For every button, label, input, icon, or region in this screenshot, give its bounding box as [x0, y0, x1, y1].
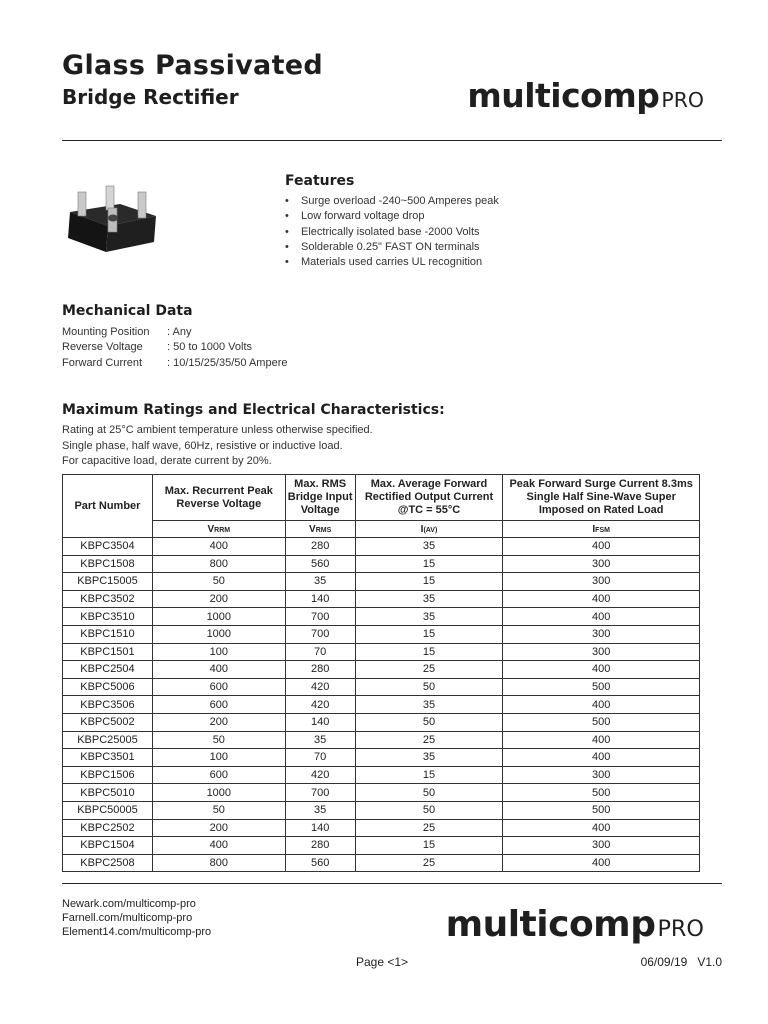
table-cell: 35 [355, 608, 503, 626]
symbol-vrrm: VRRM [152, 521, 285, 538]
table-cell: 1000 [152, 625, 285, 643]
symbol-ifsm: IFSM [503, 521, 700, 538]
table-cell: 35 [355, 749, 503, 767]
table-cell: 200 [152, 819, 285, 837]
table-cell: KBPC1501 [63, 643, 153, 661]
table-cell: 300 [503, 625, 700, 643]
table-cell: KBPC5006 [63, 678, 153, 696]
table-cell: 300 [503, 837, 700, 855]
table-cell: 400 [503, 731, 700, 749]
table-cell: 50 [355, 713, 503, 731]
footer-divider [62, 883, 722, 884]
table-cell: 400 [503, 854, 700, 872]
table-cell: 400 [503, 590, 700, 608]
table-cell: KBPC1506 [63, 766, 153, 784]
brand-suffix: PRO [661, 88, 704, 112]
mechanical-label: Reverse Voltage [62, 341, 143, 354]
page-number: Page <1> [356, 955, 409, 969]
table-row [63, 766, 700, 784]
table-row [63, 731, 700, 749]
table-cell: 15 [355, 555, 503, 573]
footer-link-newark[interactable]: Newark.com/multicomp-pro [62, 898, 196, 910]
table-cell: 420 [285, 766, 355, 784]
table-cell: 140 [285, 590, 355, 608]
feature-item: • Low forward voltage drop [285, 209, 499, 224]
column-header-part-number: Part Number [63, 475, 153, 538]
ratings-heading: Maximum Ratings and Electrical Characteristics: [62, 402, 445, 418]
table-cell: KBPC50005 [63, 801, 153, 819]
table-cell: 50 [355, 784, 503, 802]
brand-name: multicomp [445, 904, 656, 945]
feature-item: • Solderable 0.25" FAST ON terminals [285, 240, 499, 255]
table-cell: 600 [152, 766, 285, 784]
features-heading: Features [285, 173, 355, 189]
table-cell: KBPC1504 [63, 837, 153, 855]
symbol-iav: I(AV) [355, 521, 503, 538]
table-cell: 25 [355, 731, 503, 749]
bridge-rectifier-image [58, 178, 170, 258]
table-cell: 400 [503, 661, 700, 679]
brand-logo [467, 76, 704, 115]
column-header-surge: Peak Forward Surge Current 8.3ms Single Half Sine-Wave Super Imposed on Rated Load [503, 475, 700, 521]
document-title: Glass Passivated [62, 50, 324, 81]
table-cell: 500 [503, 678, 700, 696]
document-subtitle: Bridge Rectifier [62, 85, 239, 109]
ratings-body [63, 538, 700, 872]
table-cell: KBPC15005 [63, 573, 153, 591]
table-cell: 15 [355, 643, 503, 661]
table-cell: 300 [503, 643, 700, 661]
table-row [63, 590, 700, 608]
table-cell: KBPC1510 [63, 625, 153, 643]
mechanical-value: : 50 to 1000 Volts [167, 341, 253, 354]
table-cell: KBPC3504 [63, 538, 153, 556]
table-cell: 280 [285, 837, 355, 855]
feature-item: • Electrically isolated base -2000 Volts [285, 225, 499, 240]
column-header-average-forward: Max. Average Forward Rectified Output Current @TC = 55°C [355, 475, 503, 521]
table-cell: 200 [152, 590, 285, 608]
table-cell: 700 [285, 608, 355, 626]
table-cell: 100 [152, 643, 285, 661]
table-cell: KBPC5010 [63, 784, 153, 802]
mechanical-row [62, 325, 287, 340]
column-header-recurrent-peak: Max. Recurrent Peak Reverse Voltage [152, 475, 285, 521]
table-cell: 35 [285, 731, 355, 749]
table-cell: KBPC2504 [63, 661, 153, 679]
brand-logo-footer [446, 904, 704, 945]
table-cell: 800 [152, 854, 285, 872]
table-cell: 420 [285, 696, 355, 714]
table-cell: 15 [355, 625, 503, 643]
ratings-note: Single phase, half wave, 60Hz, resistive or inductive load. [62, 439, 343, 452]
table-cell: 15 [355, 837, 503, 855]
table-cell: KBPC2502 [63, 819, 153, 837]
feature-item: • Materials used carries UL recognition [285, 255, 499, 270]
table-cell: 140 [285, 819, 355, 837]
table-row [63, 819, 700, 837]
table-cell: KBPC5002 [63, 713, 153, 731]
table-cell: KBPC3502 [63, 590, 153, 608]
table-cell: 300 [503, 766, 700, 784]
ratings-note: Rating at 25°C ambient temperature unless otherwise specified. [62, 424, 373, 436]
table-cell: 400 [503, 696, 700, 714]
table-cell: KBPC3506 [63, 696, 153, 714]
table-cell: 50 [152, 731, 285, 749]
table-cell: 100 [152, 749, 285, 767]
brand-name: multicomp [467, 76, 660, 115]
table-cell: 25 [355, 661, 503, 679]
column-header-rms: Max. RMS Bridge Input Voltage [285, 475, 355, 521]
table-cell: KBPC1508 [63, 555, 153, 573]
table-row [63, 625, 700, 643]
table-cell: KBPC2508 [63, 854, 153, 872]
table-cell: 400 [503, 749, 700, 767]
table-cell: 50 [355, 801, 503, 819]
table-cell: 140 [285, 713, 355, 731]
table-row [63, 643, 700, 661]
table-cell: 25 [355, 854, 503, 872]
table-cell: 280 [285, 661, 355, 679]
table-cell: 800 [152, 555, 285, 573]
table-cell: KBPC25005 [63, 731, 153, 749]
table-cell: 400 [503, 819, 700, 837]
table-cell: 700 [285, 784, 355, 802]
table-cell: 35 [285, 573, 355, 591]
document-version: V1.0 [697, 955, 722, 969]
table-cell: 400 [152, 538, 285, 556]
table-cell: 200 [152, 713, 285, 731]
table-cell: 600 [152, 696, 285, 714]
table-cell: 400 [503, 538, 700, 556]
mechanical-label: Mounting Position [62, 326, 150, 338]
table-cell: 400 [503, 608, 700, 626]
table-cell: 280 [285, 538, 355, 556]
table-row [63, 784, 700, 802]
table-cell: 300 [503, 573, 700, 591]
ratings-table [62, 474, 700, 872]
table-cell: 1000 [152, 784, 285, 802]
table-cell: KBPC3501 [63, 749, 153, 767]
table-row [63, 713, 700, 731]
table-cell: KBPC3510 [63, 608, 153, 626]
table-cell: 35 [355, 590, 503, 608]
header-divider [62, 140, 722, 141]
footer-link-element14[interactable]: Element14.com/multicomp-pro [62, 926, 212, 938]
table-row [63, 661, 700, 679]
table-cell: 500 [503, 784, 700, 802]
table-row [63, 696, 700, 714]
mechanical-table [62, 325, 287, 371]
mechanical-heading: Mechanical Data [62, 303, 193, 319]
table-cell: 300 [503, 555, 700, 573]
mechanical-label: Forward Current [62, 356, 143, 369]
table-row [63, 854, 700, 872]
table-cell: 50 [355, 678, 503, 696]
ratings-notes [62, 423, 373, 470]
table-cell: 560 [285, 854, 355, 872]
table-cell: 500 [503, 801, 700, 819]
table-row [63, 801, 700, 819]
table-cell: 15 [355, 766, 503, 784]
table-row [63, 573, 700, 591]
table-cell: 420 [285, 678, 355, 696]
table-cell: 400 [152, 661, 285, 679]
table-cell: 70 [285, 643, 355, 661]
ratings-note: For capacitive load, derate current by 20%. [62, 455, 272, 467]
footer-link-farnell[interactable]: Farnell.com/multicomp-pro [62, 912, 193, 924]
table-cell: 50 [152, 573, 285, 591]
table-cell: 50 [152, 801, 285, 819]
document-date: 06/09/19 [640, 955, 688, 969]
table-row [63, 749, 700, 767]
document-date-version [641, 955, 722, 969]
table-cell: 15 [355, 573, 503, 591]
mechanical-row [62, 340, 287, 355]
table-cell: 70 [285, 749, 355, 767]
table-row [63, 555, 700, 573]
features-list [285, 194, 499, 270]
table-cell: 35 [355, 696, 503, 714]
table-cell: 35 [355, 538, 503, 556]
table-cell: 560 [285, 555, 355, 573]
feature-item: • Surge overload -240~500 Amperes peak [285, 194, 499, 209]
table-cell: 35 [285, 801, 355, 819]
table-cell: 25 [355, 819, 503, 837]
table-cell: 700 [285, 625, 355, 643]
mechanical-value: : Any [167, 326, 192, 338]
table-cell: 600 [152, 678, 285, 696]
mechanical-value: : 10/15/25/35/50 Ampere [167, 356, 288, 369]
table-cell: 500 [503, 713, 700, 731]
mechanical-row [62, 356, 287, 371]
table-row [63, 678, 700, 696]
table-row [63, 837, 700, 855]
table-cell: 1000 [152, 608, 285, 626]
table-row [63, 538, 700, 556]
brand-suffix: PRO [657, 916, 704, 942]
table-cell: 400 [152, 837, 285, 855]
table-row [63, 608, 700, 626]
symbol-vrms: VRMS [285, 521, 355, 538]
